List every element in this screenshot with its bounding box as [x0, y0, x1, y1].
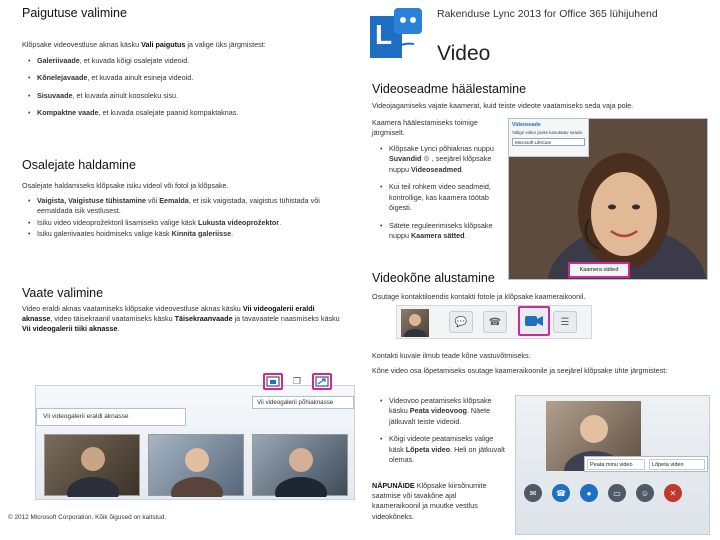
- list-item: [28, 56, 348, 66]
- contact-avatar-icon: [401, 309, 429, 337]
- layout-intro-pre: Klõpsake videovestluse aknas käsku: [22, 40, 142, 49]
- popout-tooltip: Vii videogalerii põhiaknasse: [252, 396, 354, 409]
- list-item: [380, 144, 498, 175]
- call-control-button[interactable]: [552, 484, 570, 502]
- start-p2: Kontakti kuvale ilmub teade kõne vastuvõtmiseks.: [372, 351, 531, 360]
- view-p-bold2: Täisekraanvaade: [174, 314, 233, 324]
- item-pre: Isiku galeriivaates hoidmiseks valige käsk: [37, 229, 172, 239]
- tuning-intro2: Kaamera häälestamiseks toimige järgmiselt.: [372, 118, 478, 138]
- stop-video-menu-item[interactable]: Lõpeta video: [649, 459, 705, 470]
- person-silhouette-icon: [253, 435, 349, 497]
- logo-letter: L: [375, 19, 393, 50]
- options-gear-icon: ⚙: [421, 154, 430, 164]
- people-icon: ☺: [640, 488, 650, 498]
- chat-bubble-icon: ✉: [529, 488, 537, 498]
- chat-button[interactable]: [524, 484, 542, 502]
- item-end: . Heli on jätkuvalt olemas.: [389, 444, 505, 465]
- heading-participants: Osalejate haldamine: [22, 158, 136, 172]
- list-item: [28, 196, 338, 217]
- item-bold: Lõpeta video: [405, 444, 451, 454]
- tip-label: NÄPUNÄIDE: [372, 481, 415, 490]
- item-pre: Klõpsake Lynci põhiaknas nuppu: [389, 144, 494, 153]
- tip-text: Klõpsake kiirsõnumite saatmise või tavakõne ajal kaameraikoonil ja muutke vestlus videokõneks.: [372, 481, 487, 521]
- contact-card-icon: ☰: [560, 316, 570, 328]
- list-item: [28, 229, 338, 239]
- camera-settings-button[interactable]: Kaamera sätted: [568, 262, 630, 278]
- list-item: [380, 396, 508, 427]
- stop-video-options: [380, 396, 508, 473]
- list-item: [28, 91, 348, 101]
- heading-view: Vaate valimine: [22, 286, 104, 300]
- heading-layout: Paigutuse valimine: [22, 6, 127, 20]
- dock-tooltip: Vii videogalerii eraldi aknasse: [36, 408, 186, 426]
- item-text: .: [279, 217, 282, 227]
- restore-icon[interactable]: ❐: [293, 376, 302, 386]
- device-select[interactable]: Microsoft LifeCam: [512, 138, 585, 146]
- stop-video-screenshot: [515, 395, 710, 535]
- heading-start-call: Videokõne alustamine: [372, 271, 495, 285]
- fullscreen-button[interactable]: [312, 373, 332, 390]
- item-text: , et kuvada ainult esineja videoid.: [87, 73, 194, 83]
- fullscreen-icon: [315, 376, 330, 388]
- item-bold: Peata videovoog: [409, 406, 467, 416]
- call-button[interactable]: [483, 311, 507, 333]
- phone-icon: ☎: [488, 316, 502, 328]
- view-p-bold3: Vii videogalerii tiiki aknasse: [22, 324, 118, 334]
- participants-intro: Osalejate haldamiseks klõpsake isiku videol või fotol ja klõpsake.: [22, 181, 229, 190]
- list-item: [380, 221, 498, 242]
- layout-intro-bold: Vali paigutus: [141, 40, 186, 49]
- view-p-mid2: ja tavavaatele naasmiseks käsku: [232, 314, 340, 324]
- view-p-end: .: [117, 324, 120, 334]
- video-menu: [584, 456, 708, 472]
- lync-logo: [370, 6, 428, 64]
- list-item: [28, 218, 338, 228]
- popout-gallery-button[interactable]: [263, 373, 283, 390]
- item-pre: Kui teil rohkem video seadmeid, kontrollige, kas kaamera töötab õigesti.: [389, 182, 491, 213]
- item-text: , et kuvada osalejate paanid kompaktaknas.: [98, 108, 239, 118]
- panel-text: Valige video jaoks kasutatav seade.: [512, 130, 584, 135]
- contact-action-bar: [396, 305, 592, 339]
- list-item: [28, 108, 348, 118]
- item-post: , seejärel klõpsake nuppu: [389, 154, 492, 174]
- item-bold: Suvandid: [389, 154, 422, 164]
- item-pre: Isiku video videoprožektoril lisamiseks valige käsk: [37, 217, 198, 227]
- video-gallery-screenshot: [35, 385, 355, 500]
- item-bold: Galeriivaade: [37, 56, 80, 65]
- start-intro: Osutage kontaktiloendis kontakti fotole ja klõpsake kaameraikoonil.: [372, 292, 586, 301]
- tuning-steps: [380, 144, 498, 249]
- view-paragraph: [22, 304, 342, 335]
- copyright-footer: © 2012 Microsoft Corporation. Kõik õigused on kaitstud.: [8, 514, 167, 521]
- layout-intro-post: ja valige üks järgmistest:: [185, 40, 266, 49]
- hang-up-button[interactable]: [664, 484, 682, 502]
- item-mid: või: [146, 196, 160, 205]
- section-title-video: Video: [437, 42, 491, 65]
- video-camera-icon: ●: [586, 488, 592, 498]
- item-bold: Eemalda: [159, 196, 189, 205]
- item-pre: Kõigi videote peatamiseks valige käsk: [389, 434, 494, 454]
- camera-preview-screenshot: [508, 118, 708, 280]
- pause-video-menu-item[interactable]: Peata minu video: [587, 459, 645, 470]
- item-text: .: [231, 229, 234, 239]
- start-p3: Kõne video osa lõpetamiseks osutage kaameraikoonile ja seejärel klõpsake ühte järgmistest:: [372, 366, 668, 375]
- item-bold: Vaigista, Vaigistuse tühistamine: [37, 196, 147, 205]
- heading-tuning: Videoseadme häälestamine: [372, 82, 527, 96]
- list-item: [380, 182, 498, 213]
- video-tile-3[interactable]: [252, 434, 348, 496]
- hang-up-icon: ✕: [669, 488, 677, 498]
- item-pre: Videovoo peatamiseks klõpsake käsku: [389, 396, 492, 416]
- video-tile-1[interactable]: [44, 434, 140, 496]
- view-p-mid: , video täisekraanil vaatamiseks käsku: [50, 314, 175, 324]
- item-text: , et kuvada kõigi osalejate videoid.: [79, 56, 190, 65]
- item-bold: Sisuvaade: [37, 90, 73, 100]
- tip-paragraph: [372, 481, 500, 522]
- share-button[interactable]: [608, 484, 626, 502]
- item-end: . Näete jätkuvalt teiste videoid.: [389, 406, 491, 426]
- guide-title: Rakenduse Lync 2013 for Office 365 lühijuhend: [437, 8, 658, 20]
- person-silhouette-icon: [45, 435, 141, 497]
- participants-list: [28, 196, 338, 241]
- item-end: .: [464, 231, 467, 241]
- list-item: [28, 73, 348, 83]
- video-toggle-button[interactable]: [580, 484, 598, 502]
- panel-title: Videoseade: [512, 122, 541, 128]
- view-p-pre: Video eraldi aknas vaatamiseks klõpsake videovestluse aknas käsku: [22, 304, 243, 313]
- item-text: , et kuvada ainult koosoleku sisu.: [72, 90, 179, 100]
- layout-intro: [22, 40, 352, 50]
- item-text: , et isik vaigistada, vaigistus tühistada või eemaldada isik vestlusest.: [37, 196, 320, 216]
- video-call-button[interactable]: [518, 306, 550, 336]
- item-bold: Kaamera sätted: [410, 231, 465, 241]
- item-bold: Kompaktne vaade: [37, 108, 99, 118]
- item-end: .: [461, 164, 464, 174]
- tuning-intro: Videojagamiseks vajate kaamerat, kuid teiste videote vaatamiseks seda vaja pole.: [372, 101, 634, 110]
- view-p-bold1: Vii videogalerii eraldi aknasse: [22, 304, 315, 324]
- item-bold: Videoseadmed: [410, 164, 462, 174]
- participants-button[interactable]: [636, 484, 654, 502]
- contact-photo[interactable]: [401, 309, 429, 337]
- item-bold: Kõnelejavaade: [37, 73, 88, 83]
- video-tile-2[interactable]: [148, 434, 244, 496]
- item-bold: Kinnita galeriisse: [171, 229, 232, 239]
- video-device-panel: [509, 119, 589, 157]
- im-button[interactable]: [449, 311, 473, 333]
- phone-icon: ☎: [556, 488, 566, 498]
- item-pre: Sätete reguleerimiseks klõpsake nuppu: [389, 220, 493, 241]
- video-camera-icon: [520, 308, 547, 333]
- item-bold: Lukusta videoprožektor: [198, 217, 280, 227]
- monitor-icon: ▭: [613, 488, 621, 498]
- list-item: [380, 434, 508, 465]
- contact-card-button[interactable]: [553, 311, 577, 333]
- chat-bubble-icon: 💬: [454, 316, 468, 328]
- popout-icon: [266, 376, 281, 388]
- person-silhouette-icon: [149, 435, 245, 497]
- layout-options-list: [28, 56, 348, 126]
